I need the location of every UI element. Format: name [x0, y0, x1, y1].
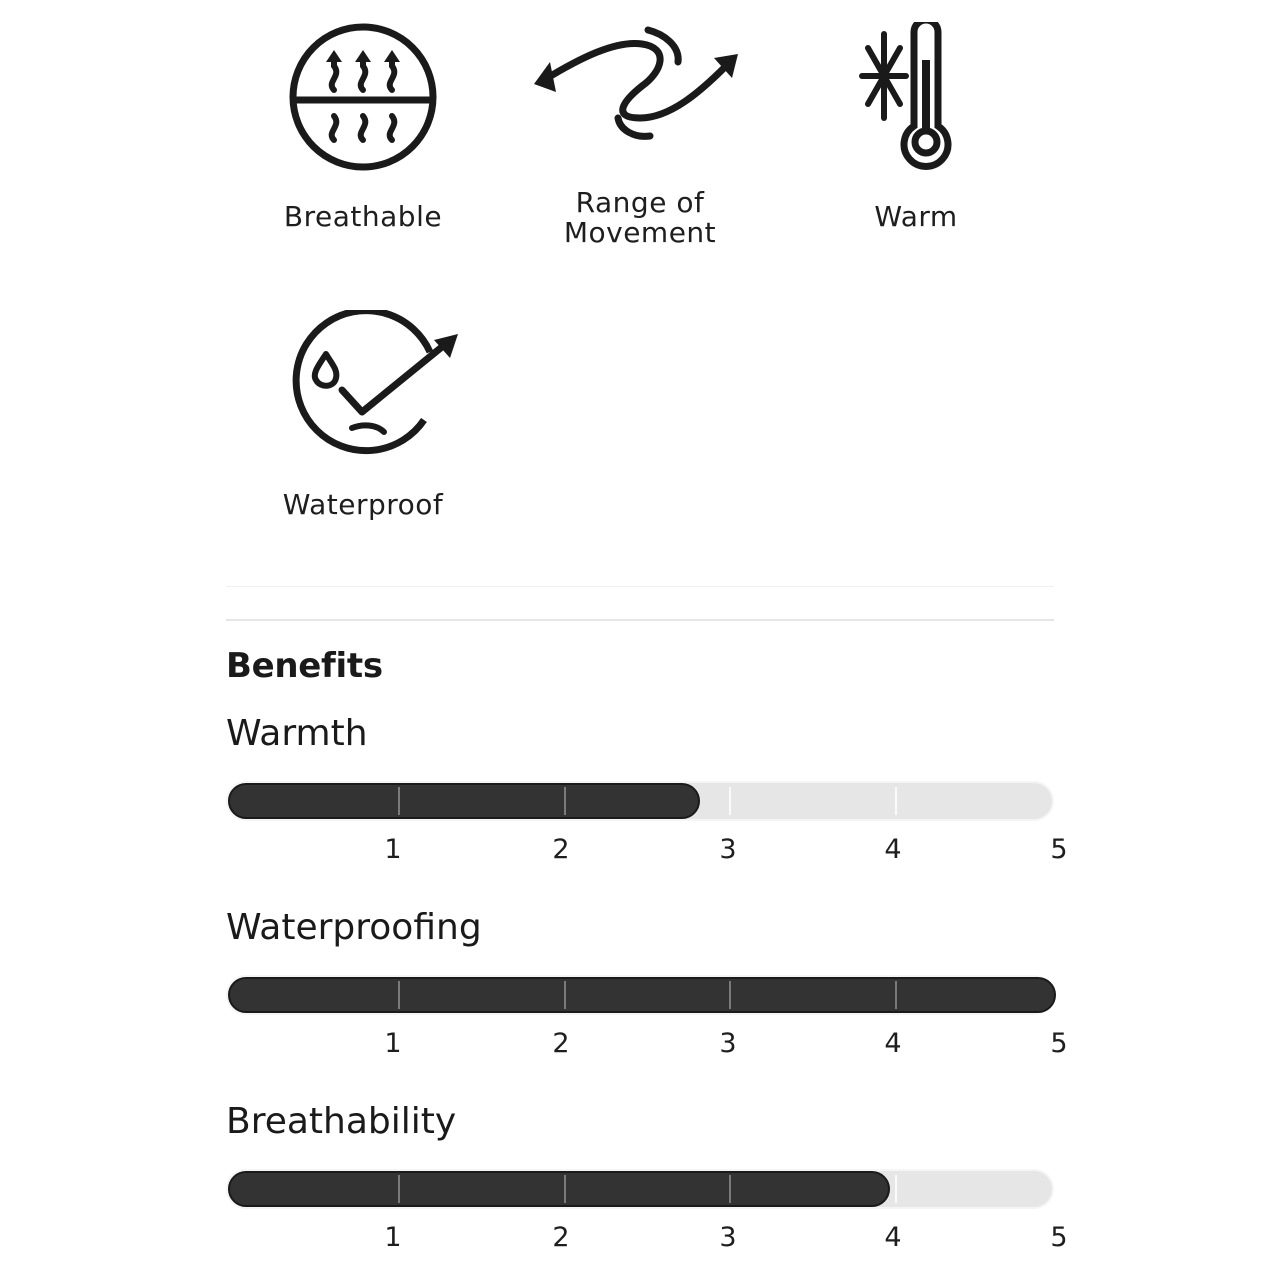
scale-label: 2 — [552, 1222, 570, 1253]
scale-label: 4 — [884, 834, 902, 865]
range-of-movement-icon — [530, 22, 750, 152]
scale-label: 5 — [1050, 1028, 1068, 1059]
breathability-rating-bar — [226, 1169, 1054, 1209]
rating-fill — [228, 1171, 890, 1207]
feature-label: Warm — [874, 200, 958, 233]
scale-label: 2 — [552, 1028, 570, 1059]
rating-tick — [398, 787, 400, 815]
rating-tick — [564, 981, 566, 1009]
warm-thermometer-icon — [856, 22, 966, 172]
scale-label: 4 — [884, 1222, 902, 1253]
rating-tick — [729, 981, 731, 1009]
rating-fill — [228, 977, 1056, 1013]
feature-label: Waterproof — [282, 488, 444, 521]
waterproof-icon — [288, 310, 468, 460]
scale-label: 5 — [1050, 1222, 1068, 1253]
scale-label: 3 — [719, 834, 737, 865]
feature-range-of-movement — [510, 22, 770, 252]
scale-label: 1 — [384, 1222, 402, 1253]
feature-waterproof — [233, 310, 493, 530]
feature-label: Range of Movement — [563, 186, 717, 249]
rating-tick — [564, 787, 566, 815]
scale-label: 1 — [384, 834, 402, 865]
benefit-label-breathability: Breathability — [226, 1101, 457, 1142]
scale-label: 5 — [1050, 834, 1068, 865]
benefit-label-warmth: Warmth — [226, 713, 368, 754]
divider — [226, 586, 1054, 587]
rating-tick — [895, 981, 897, 1009]
breathable-icon — [288, 22, 438, 172]
benefits-title: Benefits — [226, 646, 383, 686]
rating-tick — [895, 787, 897, 815]
rating-tick — [398, 1175, 400, 1203]
rating-tick — [398, 981, 400, 1009]
scale-label: 3 — [719, 1028, 737, 1059]
scale-label: 4 — [884, 1028, 902, 1059]
benefit-label-waterproofing: Waterproofing — [226, 907, 482, 948]
waterproofing-rating-bar — [226, 975, 1054, 1015]
warmth-rating-bar — [226, 781, 1054, 821]
rating-fill — [228, 783, 700, 819]
rating-tick — [729, 1175, 731, 1203]
scale-label: 3 — [719, 1222, 737, 1253]
rating-tick — [564, 1175, 566, 1203]
feature-warm — [786, 22, 1046, 242]
feature-label: Breathable — [283, 200, 443, 233]
scale-label: 1 — [384, 1028, 402, 1059]
rating-tick — [895, 1175, 897, 1203]
scale-label: 2 — [552, 834, 570, 865]
divider — [226, 619, 1054, 621]
feature-breathable — [233, 22, 493, 242]
rating-tick — [729, 787, 731, 815]
